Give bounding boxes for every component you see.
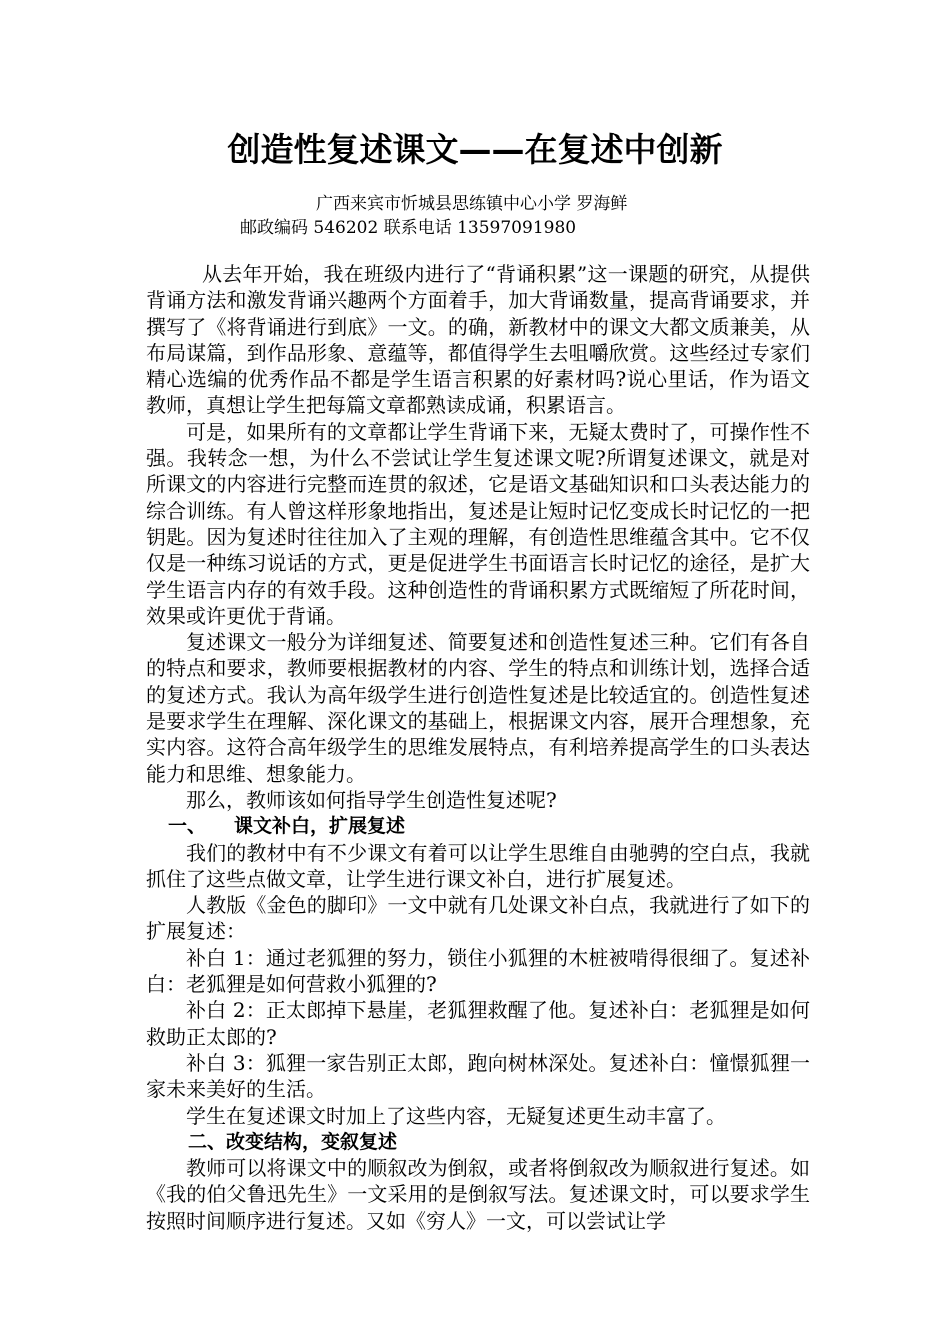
paragraph: 复述课文一般分为详细复述、简要复述和创造性复述三种。它们有各自的特点和要求，教师要根据教材的内容、学生的特点和训练计划，选择合适的复述方式。我认为高年级学生进行创造性复述是比较适宜的。创造性复述是要求学生在理解、深化课文的基础上，根据课文内容，展开合理想象，充实内容。这符合高年级学生的思维发展特点，有利培养提高学生的口头表达能力和思维、想象能力。 bbox=[146, 630, 810, 786]
contact-line: 邮政编码 546202 联系电话 13597091980 bbox=[240, 218, 577, 238]
paragraph: 我们的教材中有不少课文有着可以让学生思维自由驰骋的空白点，我就抓住了这些点做文章，让学生进行课文补白，进行扩展复述。 bbox=[146, 840, 810, 891]
author-line: 广西来宾市忻城县思练镇中心小学 罗海鲜 bbox=[316, 194, 628, 214]
section-heading: 二、改变结构，变叙复述 bbox=[188, 1130, 398, 1153]
section-title: 课文补白，扩展复述 bbox=[234, 815, 406, 838]
paragraph: 那么，教师该如何指导学生创造性复述呢? bbox=[186, 787, 557, 812]
paragraph: 可是，如果所有的文章都让学生背诵下来，无疑太费时了，可操作性不强。我转念一想，为什么不尝试让学生复述课文呢?所谓复述课文，就是对所课文的内容进行完整而连贯的叙述，它是语文基础知识和口头表达能力的综合训练。有人曾这样形象地指出，复述是让短时记忆变成长时记忆的一把钥匙。因为复述时往往加入了主观的理解，有创造性思维蕴含其中。它不仅仅是一种练习说话的方式，更是促进学生书面语言长时记忆的途径，是扩大学生语言内存的有效手段。这种创造性的背诵积累方式既缩短了所花时间，效果或许更优于背诵。 bbox=[146, 419, 810, 628]
paragraph: 从去年开始，我在班级内进行了“背诵积累”这一课题的研究，从提供背诵方法和激发背诵兴趣两个方面着手，加大背诵数量，提高背诵要求，并撰写了《将背诵进行到底》一文。的确，新教材中的课文大都文质兼美，从布局谋篇，到作品形象、意蕴等，都值得学生去咀嚼欣赏。这些经过专家们精心选编的优秀作品不都是学生语言积累的好素材吗?说心里话，作为语文教师，真想让学生把每篇文章都熟读成诵，积累语言。 bbox=[146, 262, 810, 418]
paragraph: 人教版《金色的脚印》一文中就有几处课文补白点，我就进行了如下的扩展复述： bbox=[146, 893, 810, 944]
section-number: 一、 bbox=[168, 815, 207, 838]
paragraph: 补白 3：狐狸一家告别正太郎，跑向树林深处。复述补白：憧憬狐狸一家未来美好的生活。 bbox=[146, 1050, 810, 1102]
paragraph: 补白 1：通过老狐狸的努力，锁住小狐狸的木桩被啃得很细了。复述补白：老狐狸是如何营救小狐狸的? bbox=[146, 945, 810, 997]
paragraph: 学生在复述课文时加上了这些内容，无疑复述更生动丰富了。 bbox=[186, 1103, 726, 1128]
section-heading bbox=[146, 813, 810, 839]
document-title: 创造性复述课文——在复述中创新 bbox=[227, 130, 723, 169]
document-body bbox=[146, 261, 810, 1234]
paragraph: 补白 2：正太郎掉下悬崖，老狐狸救醒了他。复述补白：老狐狸是如何救助正太郎的? bbox=[146, 998, 810, 1049]
paragraph: 教师可以将课文中的顺叙改为倒叙，或者将倒叙改为顺叙进行复述。如《我的伯父鲁迅先生》一文采用的是倒叙写法。复述课文时，可以要求学生按照时间顺序进行复述。又如《穷人》一文，可以尝试让学 bbox=[146, 1156, 810, 1233]
